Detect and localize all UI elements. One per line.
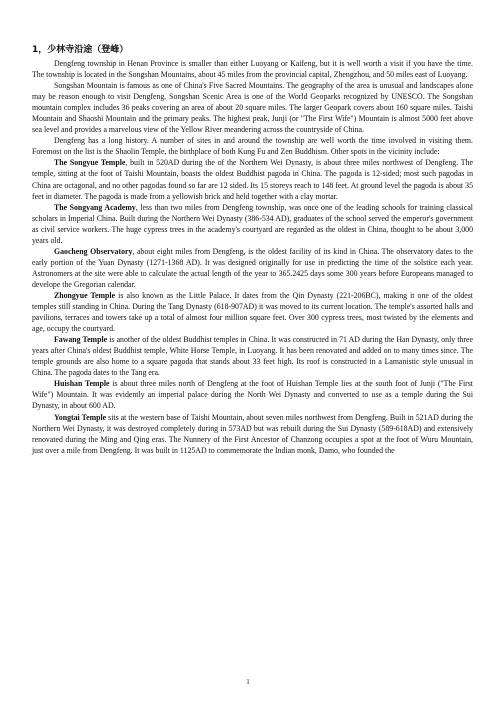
paragraph-text: , about eight miles from Dengfeng, is the oldest facility of its kind in China. The observatory dates to the early portion of the Yuan Dynasty (1271-1368 AD). It was designed originally for use in predicting the time of the solstice each year. Astronomers at the site were able to calculate the actual length of the year to 365.2425 days some 300 years before Europeans managed to develope the Gregorian calendar. bbox=[32, 246, 473, 289]
page-number: 1 bbox=[246, 678, 250, 686]
paragraph-huishan bbox=[32, 378, 473, 411]
paragraph-text: is also known as the Little Palace. It dates from the Qin Dynasty (221-206BC), making it one of the oldest temples still standing in China. During the Tang Dynasty (618-907AD) it was moved to its current location. The temple's assorted halls and pavilions, terraces and towers take up a total of almost four million square feet. Over 300 cypress trees, most twisted by the elements and age, occupy the courtyard. bbox=[32, 290, 473, 334]
paragraph-songyang bbox=[32, 202, 473, 246]
paragraph-lead: Fawang Temple bbox=[54, 335, 108, 345]
section-heading: 1，少林寺沿途（登峰） bbox=[32, 45, 129, 55]
paragraph-yongtai bbox=[32, 412, 473, 456]
paragraph-lead: The Songyue Temple bbox=[54, 158, 126, 168]
paragraph-lead: Zhongyue Temple bbox=[54, 290, 116, 300]
paragraph-text: is about three miles north of Dengfeng at the foot of Huishan Temple lies at the south foot of Junji ("The First Wife") Mountain. It was evidently an imperial palace during the North Wei Dynasty and converted to use as a temple during the Sui Dynasty, in about 600 AD. bbox=[32, 379, 473, 411]
paragraph-songshan bbox=[32, 80, 473, 135]
paragraph-songyue bbox=[32, 157, 473, 201]
paragraph-lead: The Songyang Academy bbox=[54, 202, 136, 212]
paragraph-text: Dengfeng township in Henan Province is smaller than either Luoyang or Kaifeng, but it is well worth a visit if you have the time. The township is located in the Songshan Mountains, about 45 miles from the provincial capital, Zhengzhou, and 50 miles east of Luoyang. bbox=[32, 59, 473, 80]
paragraph-zhongyue bbox=[32, 290, 473, 334]
paragraph-lead: Huishan Temple bbox=[54, 379, 110, 389]
paragraph-text: , built in 520AD during the of the Northern Wei Dynasty, is about three miles northwest of Dengfeng. The temple, sitting at the foot of Taishi Mountain, boasts the oldest Buddhist pagoda in China. The pagoda is 12-sided; most such pagodas in China are octagonal, and no other pagodas found so far are 12 sided. Its 15 storeys reach to 148 feet. At ground level the pagoda is about 35 feet in diameter. The pagoda is made from a yellowish brick and held together with a clay mortar. bbox=[32, 158, 473, 201]
paragraph-text: is another of the oldest Buddhist temples in China. It was constructed in 71 AD during the Han Dynasty, only three years after China's oldest Buddhist temple, White Horse Temple, in Luoyang. It has been renovated and added on to many times since. The temple grounds are also home to a square pagoda that stands about 33 feet high. Its roof is constructed in a Lamanistic style unusual in China. The pagoda dates to the Tang era. bbox=[32, 335, 473, 378]
document-body bbox=[32, 44, 473, 456]
paragraph-text: , less than two miles from Dengfeng township, was once one of the leading schools for training classical scholars in Imperial China. Built during the Northern Wei Dynasty (386-534 AD), graduates of the school served the emperor's government as civil service workers. The huge cypress trees in the academy's courtyard are regarded as the oldest in China, thought to be about 3,000 years old. bbox=[32, 202, 473, 245]
paragraph-history bbox=[32, 135, 473, 157]
paragraph-intro bbox=[32, 58, 473, 80]
paragraph-lead: Yongtai Temple bbox=[54, 412, 107, 422]
paragraph-text: sits at the western base of Taishi Mountain, about seven miles northwest from Dengfeng. Built in 521AD during the Northern Wei Dynasty, it was destroyed completely during in 573AD but was rebuilt during the Sui Dynasty (589-618AD) and extensively renovated during the Ming and Qing eras. The Nunnery of the First Ancestor of Chanzong occupies a spot at the foot of Wuru Mountain, just over a mile from Dengfeng. It was built in 1125AD to commemorate the Indian monk, Damo, who founded the bbox=[32, 412, 473, 455]
paragraph-text: Songshan Mountain is famous as one of China's Five Sacred Mountains. The geography of the area is unusual and landscapes alone may be reason enough to visit Dengfeng. Songshan Scenic Area is one of the World Geoparks recognized by UNESCO. The Songshan mountain complex includes 36 peaks covering an area of about 20 square miles. The larger Geopark covers about 160 square miles. Taishi Mountain and Shaoshi Mountain and the primary peaks. The highest peak, Junji (or "The First Wife") Mountain is almost 5000 feet above sea level and provides a marvelous view of the Yellow River meandering across the countryside of China. bbox=[32, 81, 473, 135]
paragraph-fawang bbox=[32, 334, 473, 378]
paragraph-lead: Gaocheng Observatory bbox=[54, 246, 133, 256]
paragraph-text: Dengfeng has a long history. A number of sites in and around the township are well worth the time involved in visiting them. Foremost on the list is the Shaolin Temple, the birthplace of both Kung Fu and Zen Buddhism. Other spots in the vicinity include: bbox=[32, 136, 473, 157]
paragraph-gaocheng bbox=[32, 246, 473, 290]
